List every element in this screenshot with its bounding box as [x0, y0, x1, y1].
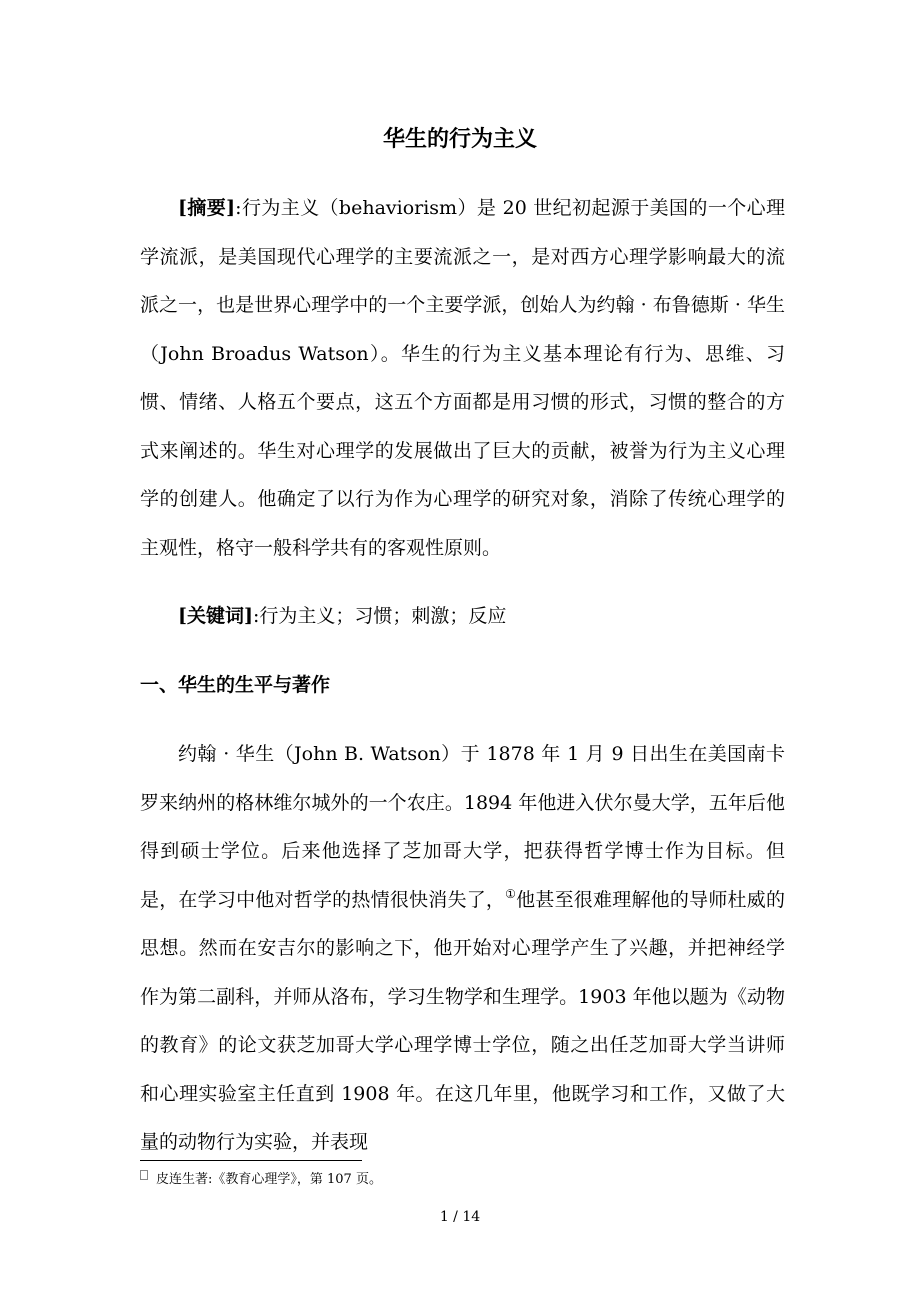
keywords-text: :行为主义；习惯；刺激；反应	[252, 605, 507, 627]
abstract-paragraph	[140, 184, 785, 572]
body-text-part-2: 他甚至很难理解他的导师杜威的思想。然而在安吉尔的影响之下，他开始对心理学产生了兴趣，并把神经学作为第二副科，并师从洛布，学习生物学和生理学。1903 年他以题为《动物的教育》的论文获芝加哥大学心理学博士学位，随之出任芝加哥大学当讲师和心理实验室主任直到 1908 年。在这几年里，他既学习和工作，又做了大量的动物行为实验，并表现	[140, 888, 785, 1153]
abstract-label: [摘要]	[178, 197, 236, 219]
abstract-text: :行为主义（behaviorism）是 20 世纪初起源于美国的一个心理学流派，是美国现代心理学的主要流派之一，是对西方心理学影响最大的流派之一，也是世界心理学中的一个主要学派，创始人为约翰 · 布鲁德斯 · 华生（John Broadus Watson）。华生的行为主义基本理论有行为、思维、习惯、情绪、人格五个要点，这五个方面都是用习惯的形式，习惯的整合的方式来阐述的。华生对心理学的发展做出了巨大的贡献，被誉为行为主义心理学的创建人。他确定了以行为作为心理学的研究对象，消除了传统心理学的主观性，格守一般科学共有的客观性原则。	[140, 197, 786, 559]
footnote	[140, 1170, 382, 1190]
footnote-reference-mark[interactable]: ①	[505, 886, 517, 901]
footnote-separator	[140, 1160, 362, 1161]
keywords-label: [关键词]	[178, 605, 253, 627]
footnote-marker-icon	[140, 1170, 148, 1180]
body-text-part-1: 约翰 · 华生（John B. Watson）于 1878 年 1 月 9 日出生在美国南卡罗来纳州的格林维尔城外的一个农庄。1894 年他进入伏尔曼大学，五年后他得到硕士学位。后来他选择了芝加哥大学，把获得哲学博士作为目标。但是，在学习中他对哲学的热情很快消失了，	[140, 743, 785, 911]
page-number: 1 / 14	[439, 1209, 481, 1225]
body-paragraph	[140, 730, 785, 1167]
keywords-paragraph	[140, 592, 785, 641]
document-title: 华生的行为主义	[382, 126, 537, 152]
footnote-text: 皮连生著:《教育心理学》，第 107 页。	[156, 1172, 382, 1187]
section-heading: 一、华生的生平与著作	[140, 674, 331, 696]
